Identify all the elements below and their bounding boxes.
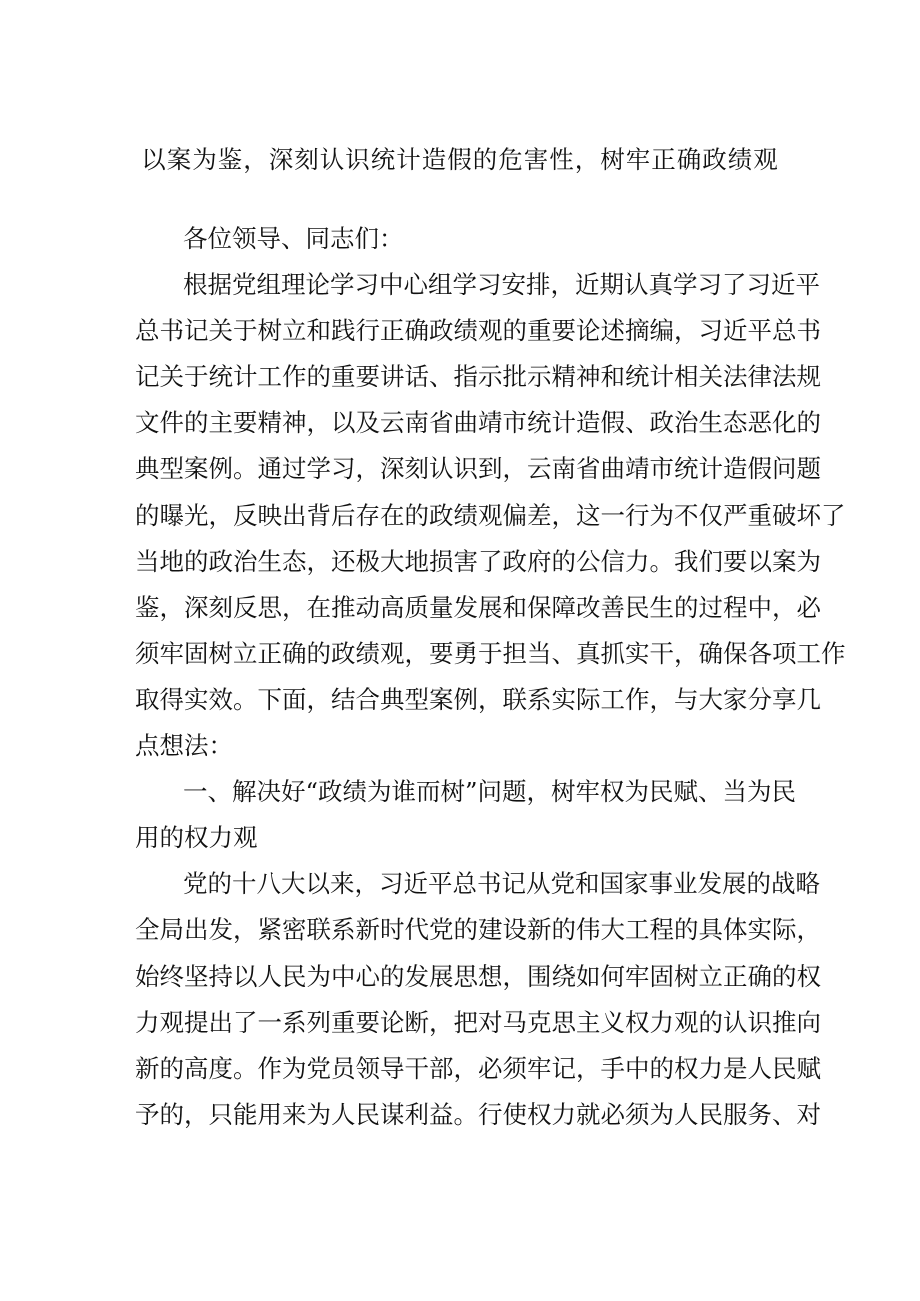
greeting-line: 各位领导、同志们： <box>183 224 404 253</box>
document-title: 以案为鉴，深刻认识统计造假的危害性，树牢正确政绩观 <box>141 145 779 174</box>
document-body <box>135 216 846 1138</box>
paragraph-line: 当地的政治生态，还极大地损害了政府的公信力。我们要以案为 <box>135 546 821 576</box>
paragraph-section-1 <box>135 861 821 1138</box>
paragraph-line: 全局出发，紧密联系新时代党的建设新的伟大工程的具体实际， <box>135 915 821 945</box>
paragraph-line: 点想法： <box>135 731 233 761</box>
heading-line: 一、解决好“政绩为谁而树”问题，树牢权为民赋、当为民 <box>183 777 797 807</box>
paragraph-line: 予的，只能用来为人民谋利益。行使权力就必须为人民服务、对 <box>135 1099 821 1129</box>
paragraph-line: 记关于统计工作的重要讲话、指示批示精神和统计相关法律法规 <box>135 362 821 392</box>
paragraph-line: 新的高度。作为党员领导干部，必须牢记，手中的权力是人民赋 <box>135 1053 821 1083</box>
paragraph-line: 根据党组理论学习中心组学习安排，近期认真学习了习近平 <box>183 270 820 300</box>
heading-line: 用的权力观 <box>135 823 258 853</box>
paragraph-intro <box>135 262 846 769</box>
paragraph-line: 鉴，深刻反思，在推动高质量发展和保障改善民生的过程中，必 <box>135 592 821 622</box>
paragraph-line: 取得实效。下面，结合典型案例，联系实际工作，与大家分享几 <box>135 684 821 714</box>
paragraph-line: 文件的主要精神，以及云南省曲靖市统计造假、政治生态恶化的 <box>135 408 821 438</box>
section-heading-1 <box>135 769 795 861</box>
paragraph-line: 典型案例。通过学习，深刻认识到，云南省曲靖市统计造假问题 <box>135 454 821 484</box>
paragraph-line: 的曝光，反映出背后存在的政绩观偏差，这一行为不仅严重破坏了 <box>135 500 846 530</box>
paragraph-line: 须牢固树立正确的政绩观，要勇于担当、真抓实干，确保各项工作 <box>135 638 846 668</box>
paragraph-line: 力观提出了一系列重要论断，把对马克思主义权力观的认识推向 <box>135 1007 821 1037</box>
paragraph-line: 总书记关于树立和践行正确政绩观的重要论述摘编，习近平总书 <box>135 316 821 346</box>
paragraph-line: 党的十八大以来，习近平总书记从党和国家事业发展的战略 <box>183 869 820 899</box>
paragraph-line: 始终坚持以人民为中心的发展思想，围绕如何牢固树立正确的权 <box>135 961 821 991</box>
